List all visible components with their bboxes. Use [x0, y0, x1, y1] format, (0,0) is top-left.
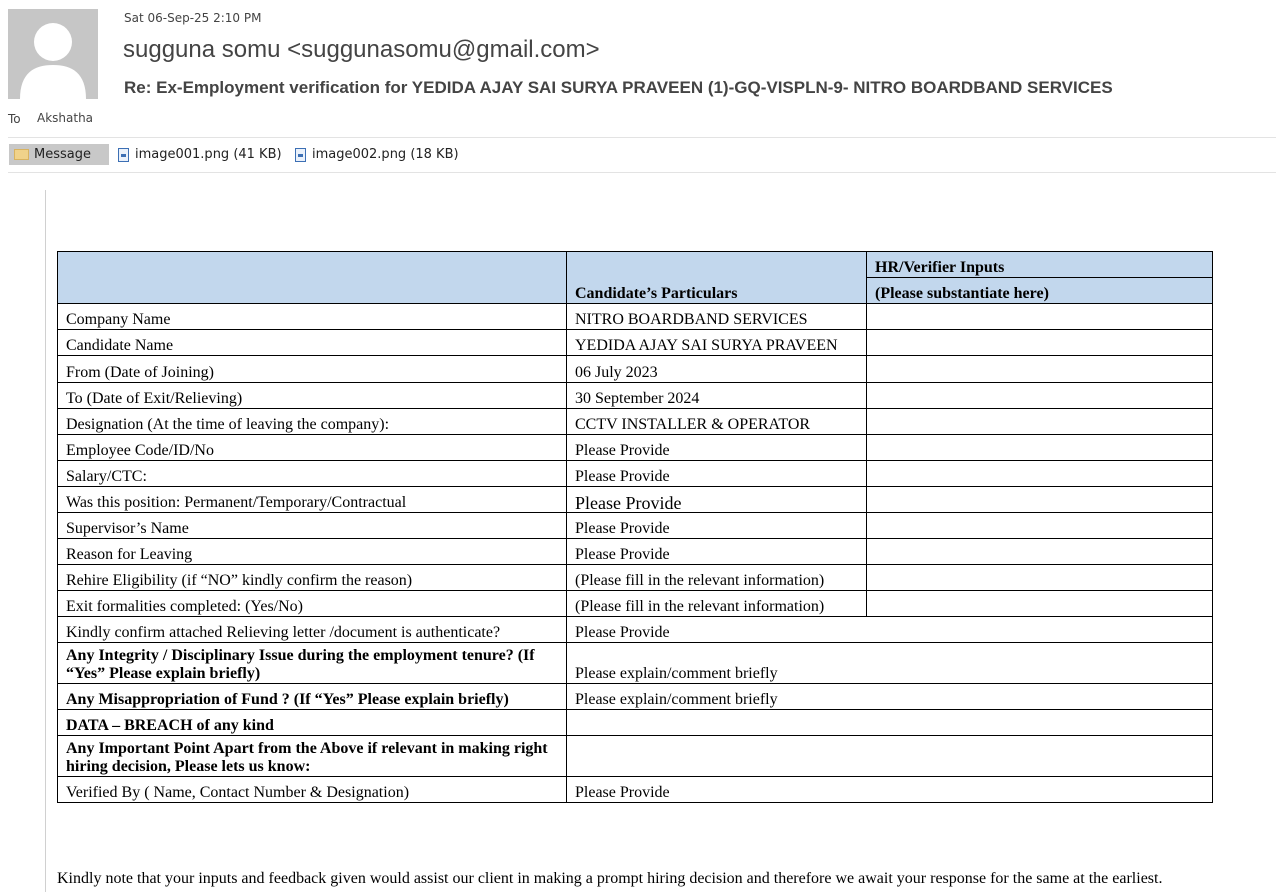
- verifier-input-cell[interactable]: [867, 435, 1213, 461]
- row-label: Reason for Leaving: [58, 539, 567, 565]
- row-value: 06 July 2023: [567, 356, 867, 383]
- row-label: Supervisor’s Name: [58, 513, 567, 539]
- attachment-file[interactable]: [295, 147, 459, 162]
- email-date: Sat 06-Sep-25 2:10 PM: [124, 11, 262, 25]
- row-value: Please Provide: [567, 617, 1213, 643]
- footer-note: Kindly note that your inputs and feedback given would assist our client in making a prompt hiring decision and therefore we await your response for the same at the earliest.: [57, 870, 1163, 887]
- row-label: Salary/CTC:: [58, 461, 567, 487]
- row-value: Please explain/comment briefly: [567, 684, 1213, 710]
- row-value: NITRO BOARDBAND SERVICES: [567, 304, 867, 330]
- table-row: [58, 409, 1213, 435]
- header-empty-cell: [58, 252, 567, 304]
- attachment-divider: [8, 172, 1276, 173]
- row-value: YEDIDA AJAY SAI SURYA PRAVEEN: [567, 330, 867, 356]
- row-label: Any Misappropriation of Fund ? (If “Yes” Please explain briefly): [58, 684, 567, 710]
- row-value: (Please fill in the relevant information): [567, 591, 867, 617]
- table-row: [58, 684, 1213, 710]
- row-value: Please Provide: [567, 487, 867, 513]
- recipient-name[interactable]: Akshatha: [37, 111, 94, 125]
- email-subject: Re: Ex-Employment verification for YEDIDA AJAY SAI SURYA PRAVEEN (1)-GQ-VISPLN-9- NITRO BOARDBAND SERVICES: [124, 78, 1113, 97]
- row-label: Designation (At the time of leaving the company):: [58, 409, 567, 435]
- table-row: [58, 539, 1213, 565]
- attachment-bar: [8, 143, 1276, 167]
- table-row: [58, 356, 1213, 383]
- row-label: Verified By ( Name, Contact Number & Designation): [58, 777, 567, 803]
- table-row: [58, 710, 1213, 736]
- table-row: [58, 591, 1213, 617]
- table-row: [58, 330, 1213, 356]
- row-value: Please Provide: [567, 777, 1213, 803]
- table-row: [58, 617, 1213, 643]
- table-row: [58, 435, 1213, 461]
- row-label: Candidate Name: [58, 330, 567, 356]
- verifier-input-cell[interactable]: [867, 591, 1213, 617]
- table-row: [58, 487, 1213, 513]
- row-value: Please explain/comment briefly: [567, 643, 1213, 684]
- attachment-label: image002.png (18 KB): [312, 147, 459, 162]
- verifier-input-cell[interactable]: [867, 487, 1213, 513]
- to-label: To: [8, 112, 21, 126]
- verifier-input-cell[interactable]: [867, 409, 1213, 435]
- row-value: 30 September 2024: [567, 383, 867, 409]
- image-file-icon: [118, 148, 129, 162]
- verifier-input-cell[interactable]: [867, 461, 1213, 487]
- verification-table: [57, 251, 1213, 803]
- row-value: Please Provide: [567, 539, 867, 565]
- verifier-input-cell[interactable]: [867, 330, 1213, 356]
- header-verifier-sub: (Please substantiate here): [867, 278, 1213, 304]
- header-divider: [8, 137, 1276, 138]
- row-value[interactable]: [567, 710, 1213, 736]
- attachment-file[interactable]: [118, 147, 282, 162]
- verifier-input-cell[interactable]: [867, 356, 1213, 383]
- verifier-input-cell[interactable]: [867, 565, 1213, 591]
- envelope-icon: [14, 149, 29, 160]
- person-icon: [8, 9, 98, 99]
- row-label: Company Name: [58, 304, 567, 330]
- message-tab[interactable]: [9, 144, 109, 165]
- verifier-input-cell[interactable]: [867, 304, 1213, 330]
- row-label: Kindly confirm attached Relieving letter /document is authenticate?: [58, 617, 567, 643]
- row-label: Employee Code/ID/No: [58, 435, 567, 461]
- row-label: Rehire Eligibility (if “NO” kindly confirm the reason): [58, 565, 567, 591]
- row-value: Please Provide: [567, 513, 867, 539]
- image-file-icon: [295, 148, 306, 162]
- table-row: [58, 513, 1213, 539]
- row-label: Any Integrity / Disciplinary Issue during the employment tenure? (If “Yes” Please explain briefly): [58, 643, 567, 684]
- table-row: [58, 777, 1213, 803]
- row-value: (Please fill in the relevant information): [567, 565, 867, 591]
- row-label: DATA – BREACH of any kind: [58, 710, 567, 736]
- verifier-input-cell[interactable]: [867, 513, 1213, 539]
- verifier-input-cell[interactable]: [867, 383, 1213, 409]
- table-row: [58, 383, 1213, 409]
- row-value: Please Provide: [567, 461, 867, 487]
- table-row: [58, 736, 1213, 777]
- row-value: Please Provide: [567, 435, 867, 461]
- table-header-row: [58, 252, 1213, 278]
- header-candidate: Candidate’s Particulars: [567, 252, 867, 304]
- row-label: Exit formalities completed: (Yes/No): [58, 591, 567, 617]
- row-label: To (Date of Exit/Relieving): [58, 383, 567, 409]
- table-row: [58, 461, 1213, 487]
- table-row: [58, 565, 1213, 591]
- row-label: Any Important Point Apart from the Above if relevant in making right hiring decision, Please lets us know:: [58, 736, 567, 777]
- row-value[interactable]: [567, 736, 1213, 777]
- row-value: CCTV INSTALLER & OPERATOR: [567, 409, 867, 435]
- message-tab-label: Message: [34, 147, 91, 162]
- email-sender[interactable]: sugguna somu <suggunasomu@gmail.com>: [123, 36, 600, 63]
- verifier-input-cell[interactable]: [867, 539, 1213, 565]
- table-row: [58, 643, 1213, 684]
- sender-avatar: [8, 9, 98, 99]
- table-row: [58, 304, 1213, 330]
- quote-bar: [45, 190, 46, 892]
- header-verifier: HR/Verifier Inputs: [867, 252, 1213, 278]
- row-label: Was this position: Permanent/Temporary/Contractual: [58, 487, 567, 513]
- row-label: From (Date of Joining): [58, 356, 567, 383]
- attachment-label: image001.png (41 KB): [135, 147, 282, 162]
